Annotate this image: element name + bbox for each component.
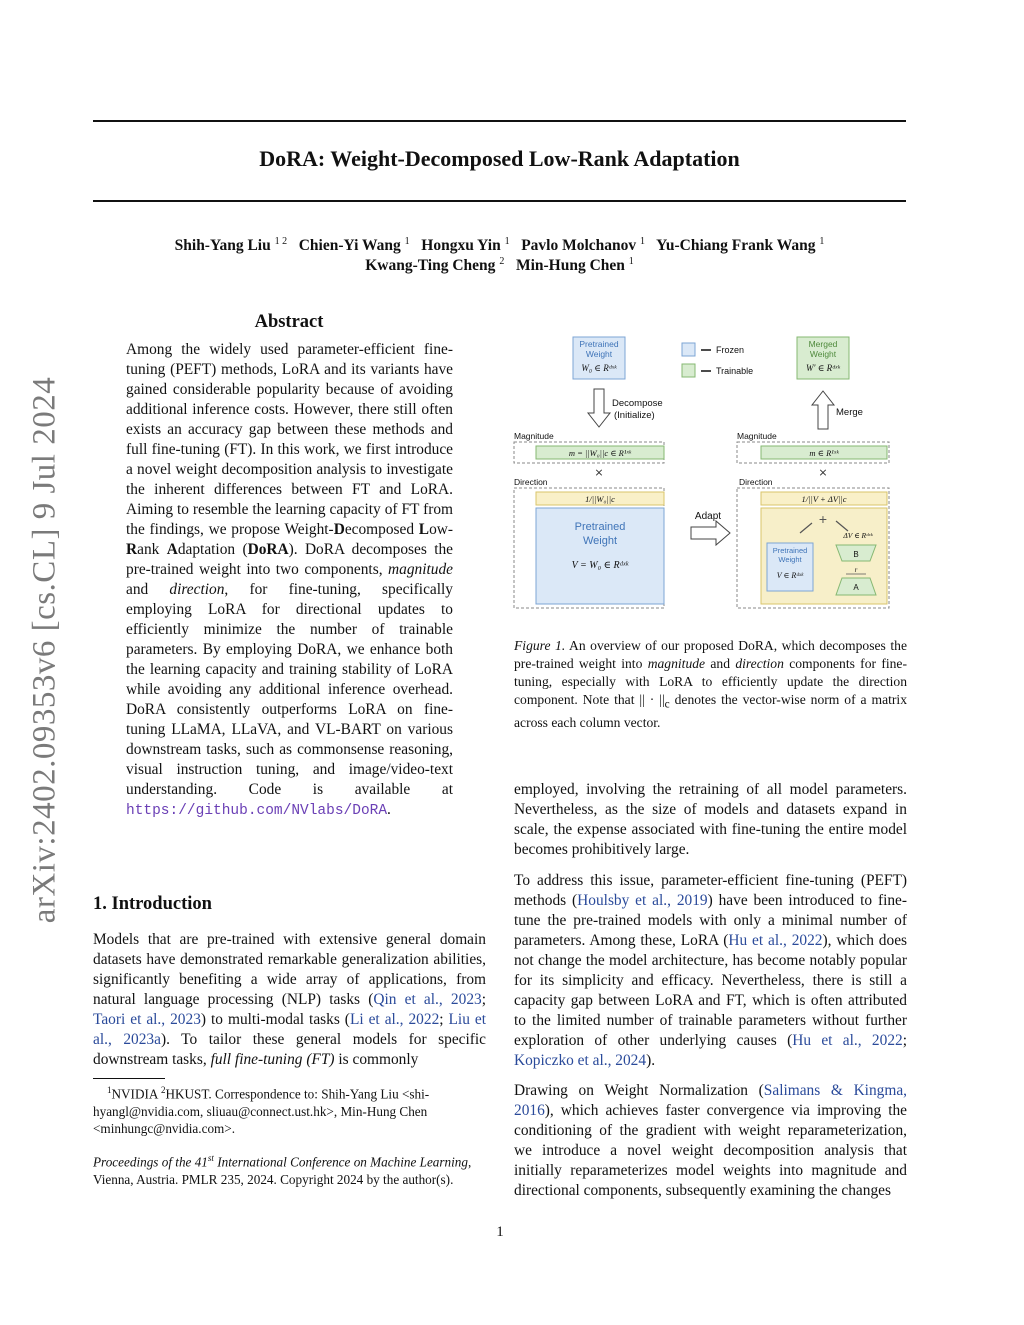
svg-text:Weight: Weight	[582, 535, 618, 547]
footnote-rule	[93, 1078, 165, 1079]
multiply-icon-right: ⨯	[818, 467, 828, 479]
figure-dora-overview	[510, 333, 905, 617]
author: Pavlo Molchanov	[521, 237, 637, 255]
magnitude-label-right: Magnitude	[737, 431, 777, 441]
svg-text:Weight: Weight	[778, 555, 802, 564]
author: Kwang-Ting Cheng	[365, 257, 496, 275]
pretrained-weight-box	[573, 337, 625, 379]
svg-text:1/||W₀||c: 1/||W₀||c	[585, 494, 615, 504]
abstract-text: Among the widely used parameter-efficient fine-tuning (PEFT) methods, LoRA and its variants have gained considerable popularity because of avoiding additional inference costs. However, there still often exists an accuracy gap between these methods and full fine-tuning (FT). In this work, we first introduce a novel weight decomposition analysis to investigate the inherent differences between FT and LoRA. Aiming to resemble the learning capacity of FT from the findings, we propose Weight-Decomposed Low-Rank Adaptation (DoRA). DoRA decomposes the pre-trained weight into two components, magnitude and direction, for fine-tuning, specifically employing LoRA for directional updates to efficiently minimize the number of trainable parameters. By employing DoRA, we enhance both the learning capacity and training stability of LoRA while avoiding any additional inference overhead. DoRA consistently outperforms LoRA on fine-tuning LLaMA, LLaVA, and VL-BART on various downstream tasks, such as commonsense reasoning, visual instruction tuning, and image/video-text understanding. Code is available at https://github.com/NVlabs/DoRA.	[126, 341, 453, 819]
svg-text:A: A	[853, 583, 859, 592]
proceedings-note: Proceedings of the 41st International Conference on Machine Learning, Vienna, Austria. PMLR 235, 2024. Copyright 2024 by the author(s).	[93, 1153, 472, 1187]
citation-link[interactable]: Taori et al., 2023	[93, 1011, 201, 1028]
svg-text:ΔV ∈ Rᵈˣᵏ: ΔV ∈ Rᵈˣᵏ	[843, 531, 873, 540]
top-rule	[93, 120, 906, 122]
figure-caption: Figure 1. An overview of our proposed DoRA, which decomposes the pre-trained weight into magnitude and direction components for fine-tuning, especially with LoRA to efficiently update the direction component. Note that || · $||_c$ denotes the vector-wise norm of a matrix across each column vector.	[514, 638, 908, 730]
author: Shih-Yang Liu	[174, 237, 271, 255]
citation-link[interactable]: Kopiczko et al., 2024	[514, 1052, 647, 1069]
magnitude-label-left: Magnitude	[514, 431, 554, 441]
title-bottom-rule	[93, 200, 906, 202]
author: Yu-Chiang Frank Wang	[656, 237, 816, 255]
footnote-affiliations: $^1$NVIDIA $^2$HKUST. Correspondence to: Shih-Yang Liu <shi-hyangl@nvidia.com, sliuau@connect.ust.hk>, Min-Hung Chen <minhungc@nvidia.com>.	[93, 1085, 430, 1137]
section-heading-introduction: 1. Introduction	[93, 894, 212, 914]
author: Chien-Yi Wang	[298, 237, 401, 255]
legend-frozen-swatch	[682, 343, 695, 356]
svg-text:Pretrained: Pretrained	[579, 339, 619, 349]
svg-text:V ∈ Rᵈˣᵏ: V ∈ Rᵈˣᵏ	[776, 571, 804, 580]
paper-title: DoRA: Weight-Decomposed Low-Rank Adaptation	[259, 146, 740, 171]
author-line-2: Kwang-Ting Cheng $^2$ Min-Hung Chen $^1$	[365, 256, 634, 275]
code-link[interactable]: https://github.com/NVlabs/DoRA	[126, 803, 388, 819]
citation-link[interactable]: Hu et al., 2022	[792, 1032, 903, 1049]
citation-link[interactable]: Qin et al., 2023	[373, 991, 482, 1008]
author-line-1: Shih-Yang Liu $^{1 2}$ Chien-Yi Wang $^1$ Hongxu Yin $^1$ Pavlo Molchanov $^1$ Yu-Chiang Frank Wang $^1$	[174, 236, 825, 255]
svg-text:m ∈ R¹ˣᵏ: m ∈ R¹ˣᵏ	[809, 448, 839, 458]
merged-weight-box	[797, 337, 849, 379]
adapt-arrow	[691, 511, 730, 545]
svg-text:W₀ ∈ Rᵈˣᵏ: W₀ ∈ Rᵈˣᵏ	[581, 363, 617, 373]
svg-text:Decompose: Decompose	[612, 398, 663, 409]
multiply-icon-left: ⨯	[594, 467, 604, 479]
citation-link[interactable]: Liu et al., 2023a	[93, 1011, 486, 1048]
svg-text:Weight: Weight	[809, 349, 837, 359]
svg-text:Pretrained: Pretrained	[772, 546, 808, 555]
svg-text:V = W₀ ∈ Rᵈˣᵏ: V = W₀ ∈ Rᵈˣᵏ	[571, 560, 629, 571]
page-number: 1	[496, 1224, 504, 1240]
decompose-arrow	[588, 389, 663, 427]
right-paragraph: employed, involving the retraining of all model parameters. Nevertheless, as the size of models and datasets expand in scale, the expense associated with fine-tuning the entire model becomes prohibitively large.	[514, 781, 907, 858]
author: Min-Hung Chen	[515, 257, 625, 275]
svg-text:r: r	[854, 566, 858, 574]
citation-link[interactable]: Li et al., 2022	[349, 1011, 440, 1028]
right-paragraph: To address this issue, parameter-efficient fine-tuning (PEFT) methods (Houlsby et al., 2019) have been introduced to fine-tune the pre-trained models with only a minimal number of parameters. Among these, LoRA (Hu et al., 2022), which does not change the model architecture, has become notably popular for its simplicity and efficacy. Nevertheless, there is still a capacity gap between LoRA and FT, which is often attributed to the limited number of trainable parameters without further exploration of other underlying causes (Hu et al., 2022; Kopiczko et al., 2024).	[514, 872, 908, 1069]
svg-text:m = ||W₀||c ∈ R¹ˣᵏ: m = ||W₀||c ∈ R¹ˣᵏ	[568, 448, 632, 458]
svg-text:Adapt: Adapt	[694, 511, 722, 522]
svg-text:Merge: Merge	[836, 407, 863, 418]
legend	[682, 343, 753, 377]
citation-link[interactable]: Houlsby et al., 2019	[577, 892, 708, 909]
plus-icon: +	[818, 511, 828, 527]
intro-paragraph: Models that are pre-trained with extensive general domain datasets have demonstrated remarkable generalization abilities, significantly benefiting a wide array of applications, from natural language processing (NLP) tasks (Qin et al., 2023; Taori et al., 2023) to multi-modal tasks (Li et al., 2022; Liu et al., 2023a). To tailor these general models for specific downstream tasks, full fine-tuning (FT) is commonly	[93, 931, 487, 1068]
direction-label-right: Direction	[739, 477, 773, 487]
svg-text:B: B	[853, 550, 859, 559]
legend-trainable-swatch	[682, 364, 695, 377]
legend-trainable-label: Trainable	[716, 366, 754, 376]
svg-text:Merged: Merged	[808, 339, 838, 349]
merge-arrow	[812, 391, 863, 429]
svg-text:Pretrained: Pretrained	[574, 521, 626, 533]
svg-text:(Initialize): (Initialize)	[614, 410, 655, 421]
legend-frozen-label: Frozen	[716, 345, 745, 355]
citation-link[interactable]: Salimans & Kingma, 2016	[514, 1082, 907, 1119]
direction-label-left: Direction	[514, 477, 548, 487]
arxiv-identifier: arXiv:2402.09353v6 [cs.CL] 9 Jul 2024	[26, 376, 63, 924]
svg-text:1/||V + ΔV||c: 1/||V + ΔV||c	[801, 494, 847, 504]
citation-link[interactable]: Hu et al., 2022	[728, 932, 823, 949]
author: Hongxu Yin	[421, 237, 501, 255]
svg-text:W′ ∈ Rᵈˣᵏ: W′ ∈ Rᵈˣᵏ	[806, 363, 840, 373]
right-paragraph: Drawing on Weight Normalization (Salimans & Kingma, 2016), which achieves faster convergence via improving the conditioning of the gradient with weight reparameterization, we introduce a novel weight decomposition analysis that initially reparameterizes model weights into magnitude and directional components, subsequently examining the changes	[514, 1082, 907, 1199]
svg-text:Weight: Weight	[585, 349, 613, 359]
abstract-heading: Abstract	[254, 312, 324, 332]
